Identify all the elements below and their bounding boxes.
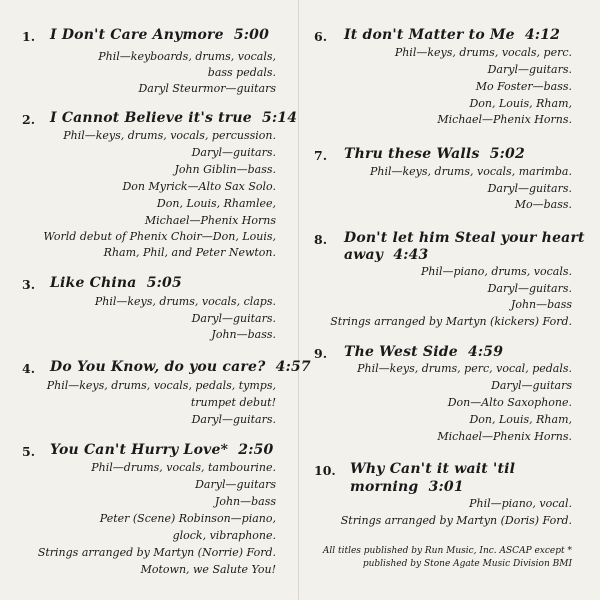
credit-line: Phil—keys, drums, vocals, pedals, tymps, bbox=[46, 379, 276, 392]
credit-line: Rham, Phil, and Peter Newton. bbox=[103, 246, 276, 259]
footnote-line: All titles published by Run Music, Inc. ASCAP except * bbox=[322, 546, 572, 556]
credit-line: Phil—keys, drums, vocals, percussion. bbox=[63, 129, 276, 142]
credit-line: Don Myrick—Alto Sax Solo. bbox=[122, 180, 276, 193]
track-title: I Cannot Believe it's true 5:14 bbox=[50, 110, 298, 126]
track-duration: 2:50 bbox=[238, 442, 274, 458]
track-title: It don't Matter to Me 4:12 bbox=[344, 27, 561, 43]
track-duration: 5:00 bbox=[233, 27, 270, 43]
credit-line: World debut of Phenix Choir—Don, Louis, bbox=[43, 230, 276, 243]
credit-line: Motown, we Salute You! bbox=[140, 563, 276, 576]
track-duration: 5:05 bbox=[146, 275, 182, 291]
track-title-continued: morning 3:01 bbox=[350, 479, 464, 495]
track-number: 9. bbox=[314, 346, 328, 361]
credit-line: Strings arranged by Martyn (Doris) Ford. bbox=[340, 514, 572, 527]
credit-line: Daryl—guitars. bbox=[191, 413, 276, 426]
track-number: 5. bbox=[22, 444, 36, 459]
credit-line: Daryl—guitars. bbox=[191, 146, 276, 159]
credit-line: Phil—keys, drums, vocals, marimba. bbox=[369, 165, 572, 178]
track-number: 1. bbox=[22, 29, 36, 44]
credit-line: Peter (Scene) Robinson—piano, bbox=[99, 512, 276, 525]
track-duration: 4:43 bbox=[393, 247, 429, 263]
credit-line: bass pedals. bbox=[207, 66, 276, 79]
track-number: 8. bbox=[314, 232, 328, 247]
track-title: Why Can't it wait 'til bbox=[350, 461, 516, 477]
credit-line: John Giblin—bass. bbox=[174, 163, 276, 176]
credit-line: Michael—Phenix Horns. bbox=[437, 113, 572, 126]
credit-line: Phil—keyboards, drums, vocals, bbox=[98, 50, 276, 63]
credit-line: Don, Louis, Rham, bbox=[469, 413, 572, 426]
footnote-line: published by Stone Agate Music Division BMI bbox=[362, 559, 572, 569]
track-title: Do You Know, do you care? 4:57 bbox=[50, 359, 311, 375]
credit-line: Strings arranged by Martyn (kickers) Ford. bbox=[330, 315, 572, 328]
credit-line: Strings arranged by Martyn (Norrie) Ford. bbox=[37, 546, 276, 559]
track-duration: 5:14 bbox=[262, 110, 298, 126]
track-duration: 4:12 bbox=[524, 27, 561, 43]
credit-line: Daryl—guitars. bbox=[191, 312, 276, 325]
credit-line: Mo—bass. bbox=[514, 198, 572, 211]
credit-line: Daryl—guitars bbox=[195, 478, 276, 491]
credit-line: Phil—piano, drums, vocals. bbox=[420, 265, 572, 278]
credit-line: Phil—drums, vocals, tambourine. bbox=[91, 461, 276, 474]
track-number: 4. bbox=[22, 361, 36, 376]
track-title: Like China 5:05 bbox=[50, 275, 182, 291]
track-title: The West Side 4:59 bbox=[344, 344, 504, 360]
track-duration: 4:59 bbox=[467, 344, 504, 360]
credit-line: John—bass bbox=[214, 495, 276, 508]
credit-line: Phil—keys, drums, vocals, perc. bbox=[394, 46, 572, 59]
track-number: 7. bbox=[314, 148, 328, 163]
credit-line: Phil—keys, drums, vocals, claps. bbox=[94, 295, 276, 308]
credit-line: Daryl—guitars. bbox=[487, 282, 572, 295]
track-title: You Can't Hurry Love* 2:50 bbox=[50, 442, 274, 458]
track-duration: 3:01 bbox=[428, 479, 464, 495]
credit-line: Michael—Phenix Horns bbox=[144, 214, 276, 227]
credit-line: Don—Alto Saxophone. bbox=[447, 396, 572, 409]
track-number: 2. bbox=[22, 112, 36, 127]
track-title: Don't let him Steal your heart bbox=[344, 230, 585, 246]
track-title-continued: away 4:43 bbox=[344, 247, 429, 263]
credit-line: Phil—keys, drums, perc, vocal, pedals. bbox=[357, 362, 572, 375]
credit-line: Daryl—guitars. bbox=[487, 63, 572, 76]
track-number: 3. bbox=[22, 277, 36, 292]
track-number: 10. bbox=[314, 463, 336, 478]
credit-line: Mo Foster—bass. bbox=[475, 80, 572, 93]
credit-line: John—bass bbox=[510, 298, 572, 311]
credit-line: Phil—piano, vocal. bbox=[469, 497, 572, 510]
track-title: Thru these Walls 5:02 bbox=[344, 146, 525, 162]
credit-line: Don, Louis, Rhamlee, bbox=[156, 197, 276, 210]
credit-line: Daryl—guitars. bbox=[487, 182, 572, 195]
credit-line: glock, vibraphone. bbox=[172, 529, 276, 542]
track-title: I Don't Care Anymore 5:00 bbox=[50, 27, 270, 43]
credit-line: John—bass. bbox=[211, 328, 276, 341]
page-fold-line bbox=[298, 0, 299, 600]
credit-line: Daryl—guitars bbox=[491, 379, 572, 392]
credit-line: trumpet debut! bbox=[190, 396, 276, 409]
credit-line: Michael—Phenix Horns. bbox=[437, 430, 572, 443]
track-number: 6. bbox=[314, 29, 328, 44]
track-duration: 5:02 bbox=[489, 146, 525, 162]
credit-line: Daryl Steurmor—guitars bbox=[138, 82, 276, 95]
track-duration: 4:57 bbox=[275, 359, 311, 375]
credit-line: Don, Louis, Rham, bbox=[469, 97, 572, 110]
